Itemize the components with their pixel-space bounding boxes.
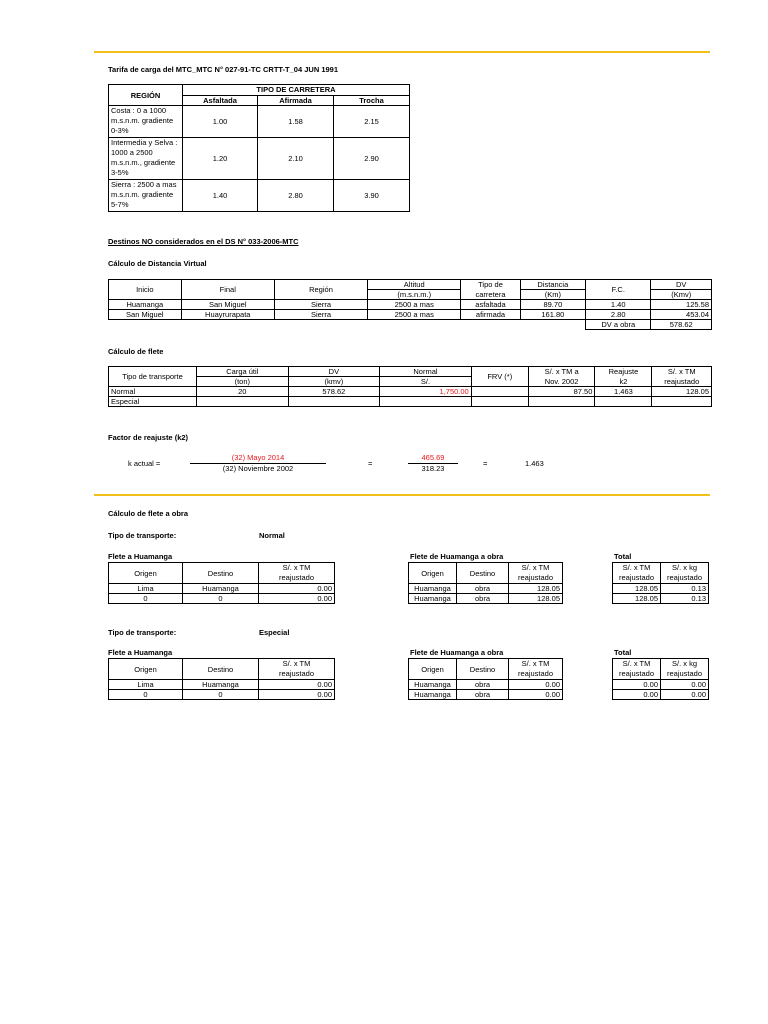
flete-huamanga-title: Flete a Huamanga xyxy=(108,552,173,561)
fc-cell: 2.80 xyxy=(586,310,651,320)
destino-header: Destino xyxy=(183,563,259,584)
flete-obra-table xyxy=(408,562,563,604)
value-cell: 128.05 xyxy=(509,584,563,594)
altitud-unit: (m.s.n.m.) xyxy=(368,290,461,300)
region-cell: Intermedia y Selva : 1000 a 2500 m.s.n.m., gradiente 3-5% xyxy=(109,138,183,180)
carga-header: Carga útil xyxy=(197,367,289,377)
value-cell: 0.00 xyxy=(509,690,563,700)
skg-header: S/. x kg reajustado xyxy=(661,563,709,584)
normal-cell: 1,750.00 xyxy=(380,387,472,397)
flete-obra-title: Flete de Huamanga a obra xyxy=(410,648,504,657)
region-cell: Sierra xyxy=(274,300,367,310)
frv-cell xyxy=(471,387,528,397)
k-denominator: (32) Noviembre 2002 xyxy=(222,464,294,473)
origen-cell: Huamanga xyxy=(409,584,457,594)
table-row xyxy=(109,594,335,604)
dv-unit: (Kmv) xyxy=(651,290,712,300)
region-cell: Costa : 0 a 1000 m.s.n.m. gradiente 0-3% xyxy=(109,106,183,138)
table-row xyxy=(409,680,563,690)
origen-cell: Huamanga xyxy=(409,690,457,700)
destino-cell: Huamanga xyxy=(183,680,259,690)
origen-header: Origen xyxy=(409,563,457,584)
tipo-transporte-label: Tipo de transporte: xyxy=(108,531,177,540)
origen-cell: 0 xyxy=(109,690,183,700)
table-row xyxy=(613,680,709,690)
normal-unit: S/. xyxy=(380,377,472,387)
value-cell: 0.00 xyxy=(259,690,335,700)
equals-sign: = xyxy=(483,459,488,468)
distancia-title: Cálculo de Distancia Virtual xyxy=(108,259,207,268)
origen-cell: Lima xyxy=(109,584,183,594)
region-header: Región xyxy=(274,280,367,300)
destino-cell: obra xyxy=(457,594,509,604)
stm-header-2: Nov. 2002 xyxy=(528,377,595,387)
col-afirmada: Afirmada xyxy=(258,95,334,106)
origen-header: Origen xyxy=(109,563,183,584)
skg-header: S/. x kg reajustado xyxy=(661,659,709,680)
tipo-transporte-header: Tipo de transporte xyxy=(109,367,197,387)
flete-obra-title: Flete de Huamanga a obra xyxy=(410,552,504,561)
altitud-cell: 2500 a mas xyxy=(368,310,461,320)
dv-header: DV xyxy=(288,367,380,377)
tipo-transporte-value: Especial xyxy=(259,628,290,637)
kg-cell: 0.00 xyxy=(661,690,709,700)
reajuste-header-2: k2 xyxy=(595,377,652,387)
value-cell: 0.00 xyxy=(259,584,335,594)
k-numerator: (32) Mayo 2014 xyxy=(231,453,285,462)
tipo-cell: asfaltada xyxy=(461,300,520,310)
k-actual-label: k actual = xyxy=(128,459,161,468)
normal-cell xyxy=(380,397,472,407)
value-cell: 0.00 xyxy=(259,594,335,604)
tm-cell: 128.05 xyxy=(613,594,661,604)
tipo-header: Tipo de xyxy=(461,280,520,290)
inicio-header: Inicio xyxy=(109,280,182,300)
top-rule xyxy=(94,51,710,53)
stm-header: S/. x TM reajustado xyxy=(613,563,661,584)
region-cell: Sierra : 2500 a mas m.s.n.m. gradiente 5-7% xyxy=(109,180,183,212)
tarifa-table xyxy=(108,84,410,212)
k-denominator-value: 318.23 xyxy=(421,464,445,473)
tipo-transporte-label: Tipo de transporte: xyxy=(108,628,177,637)
table-row xyxy=(613,594,709,604)
k2-cell xyxy=(595,397,652,407)
value-cell: 2.90 xyxy=(334,138,410,180)
table-row xyxy=(109,138,410,180)
destino-cell: 0 xyxy=(183,594,259,604)
obra-title: Cálculo de flete a obra xyxy=(108,509,189,518)
total-title: Total xyxy=(614,648,632,657)
stm-header: S/. x TM reajustado xyxy=(613,659,661,680)
destino-cell: 0 xyxy=(183,690,259,700)
stmr-cell xyxy=(652,397,712,407)
tipo-cell: afirmada xyxy=(461,310,520,320)
destino-header: Destino xyxy=(183,659,259,680)
origen-cell: Huamanga xyxy=(409,594,457,604)
stm-cell: 87.50 xyxy=(528,387,595,397)
destinos-title: Destinos NO considerados en el DS N° 033-2006-MTC xyxy=(108,237,299,246)
value-cell: 2.80 xyxy=(258,180,334,212)
total-table xyxy=(612,562,709,604)
distancia-header: Distancia xyxy=(520,280,585,290)
value-cell: 2.10 xyxy=(258,138,334,180)
fc-cell: 1.40 xyxy=(586,300,651,310)
value-cell: 128.05 xyxy=(509,594,563,604)
stmr-cell: 128.05 xyxy=(652,387,712,397)
tm-cell: 128.05 xyxy=(613,584,661,594)
origen-cell: Huamanga xyxy=(409,680,457,690)
frv-cell xyxy=(471,397,528,407)
altitud-cell: 2500 a mas xyxy=(368,300,461,310)
tipo-transporte-value: Normal xyxy=(259,531,285,540)
stm-header: S/. x TM reajustado xyxy=(259,563,335,584)
tm-cell: 0.00 xyxy=(613,690,661,700)
origen-cell: Lima xyxy=(109,680,183,690)
value-cell: 1.20 xyxy=(183,138,258,180)
dv-header: DV xyxy=(651,280,712,290)
carga-cell xyxy=(197,397,289,407)
table-row xyxy=(613,690,709,700)
flete-huamanga-table xyxy=(108,658,335,700)
table-row xyxy=(409,594,563,604)
tipo-header: TIPO DE CARRETERA xyxy=(183,85,410,96)
final-cell: Huayrurapata xyxy=(181,310,274,320)
col-asfaltada: Asfaltada xyxy=(183,95,258,106)
destino-header: Destino xyxy=(457,659,509,680)
section-rule xyxy=(94,494,710,496)
destino-header: Destino xyxy=(457,563,509,584)
flete-obra-table xyxy=(408,658,563,700)
inicio-cell: San Miguel xyxy=(109,310,182,320)
page-title: Tarifa de carga del MTC_MTC N° 027-91-TC CRTT-T_04 JUN 1991 xyxy=(108,65,339,74)
region-header: REGIÓN xyxy=(109,85,183,106)
destino-cell: Huamanga xyxy=(183,584,259,594)
dv-cell: 125.58 xyxy=(651,300,712,310)
altitud-header: Altitud xyxy=(368,280,461,290)
k-result: 1.463 xyxy=(525,459,544,468)
origen-header: Origen xyxy=(109,659,183,680)
table-row xyxy=(109,690,335,700)
dv-cell: 578.62 xyxy=(288,387,380,397)
table-row xyxy=(109,584,335,594)
stm-cell xyxy=(528,397,595,407)
value-cell: 3.90 xyxy=(334,180,410,212)
tipo-cell: Especial xyxy=(109,397,197,407)
origen-header: Origen xyxy=(409,659,457,680)
distancia-unit: (Km) xyxy=(520,290,585,300)
table-row xyxy=(109,106,410,138)
kg-cell: 0.13 xyxy=(661,584,709,594)
k2-cell: 1.463 xyxy=(595,387,652,397)
stm-header: S/. x TM reajustado xyxy=(259,659,335,680)
fc-header: F.C. xyxy=(586,280,651,300)
flete-table xyxy=(108,366,712,407)
flete-huamanga-table xyxy=(108,562,335,604)
origen-cell: 0 xyxy=(109,594,183,604)
inicio-cell: Huamanga xyxy=(109,300,182,310)
table-row xyxy=(109,310,712,320)
destino-cell: obra xyxy=(457,690,509,700)
value-cell: 1.00 xyxy=(183,106,258,138)
dv-cell xyxy=(288,397,380,407)
value-cell: 0.00 xyxy=(259,680,335,690)
stmr-header-2: reajustado xyxy=(652,377,712,387)
stm-header: S/. x TM reajustado xyxy=(509,659,563,680)
stm-header: S/. x TM reajustado xyxy=(509,563,563,584)
distancia-cell: 89.70 xyxy=(520,300,585,310)
table-row xyxy=(109,397,712,407)
kg-cell: 0.00 xyxy=(661,680,709,690)
stm-header: S/. x TM a xyxy=(528,367,595,377)
final-header: Final xyxy=(181,280,274,300)
factor-title: Factor de reajuste (k2) xyxy=(108,433,189,442)
carga-cell: 20 xyxy=(197,387,289,397)
dv-cell: 453.04 xyxy=(651,310,712,320)
value-cell: 1.58 xyxy=(258,106,334,138)
kg-cell: 0.13 xyxy=(661,594,709,604)
normal-header: Normal xyxy=(380,367,472,377)
tipo-cell: Normal xyxy=(109,387,197,397)
distancia-cell: 161.80 xyxy=(520,310,585,320)
table-row xyxy=(109,680,335,690)
table-row xyxy=(109,300,712,310)
reajuste-header: Reajuste xyxy=(595,367,652,377)
value-cell: 0.00 xyxy=(509,680,563,690)
stmr-header: S/. x TM xyxy=(652,367,712,377)
destino-cell: obra xyxy=(457,584,509,594)
total-title: Total xyxy=(614,552,632,561)
carga-unit: (ton) xyxy=(197,377,289,387)
tipo-header-2: carretera xyxy=(461,290,520,300)
value-cell: 2.15 xyxy=(334,106,410,138)
k-numerator-value: 465.69 xyxy=(421,453,445,462)
col-trocha: Trocha xyxy=(334,95,410,106)
table-row xyxy=(409,584,563,594)
tm-cell: 0.00 xyxy=(613,680,661,690)
table-row xyxy=(613,584,709,594)
equals-sign: = xyxy=(368,459,373,468)
final-cell: San Miguel xyxy=(181,300,274,310)
value-cell: 1.40 xyxy=(183,180,258,212)
table-row xyxy=(409,690,563,700)
table-row xyxy=(109,180,410,212)
frv-header: FRV (*) xyxy=(471,367,528,387)
distancia-table xyxy=(108,279,712,330)
dv-unit: (kmv) xyxy=(288,377,380,387)
dv-obra-label: DV a obra xyxy=(586,320,651,330)
region-cell: Sierra xyxy=(274,310,367,320)
flete-huamanga-title: Flete a Huamanga xyxy=(108,648,173,657)
dv-obra-value: 578.62 xyxy=(651,320,712,330)
destino-cell: obra xyxy=(457,680,509,690)
total-table xyxy=(612,658,709,700)
table-row xyxy=(109,387,712,397)
flete-title: Cálculo de flete xyxy=(108,347,164,356)
